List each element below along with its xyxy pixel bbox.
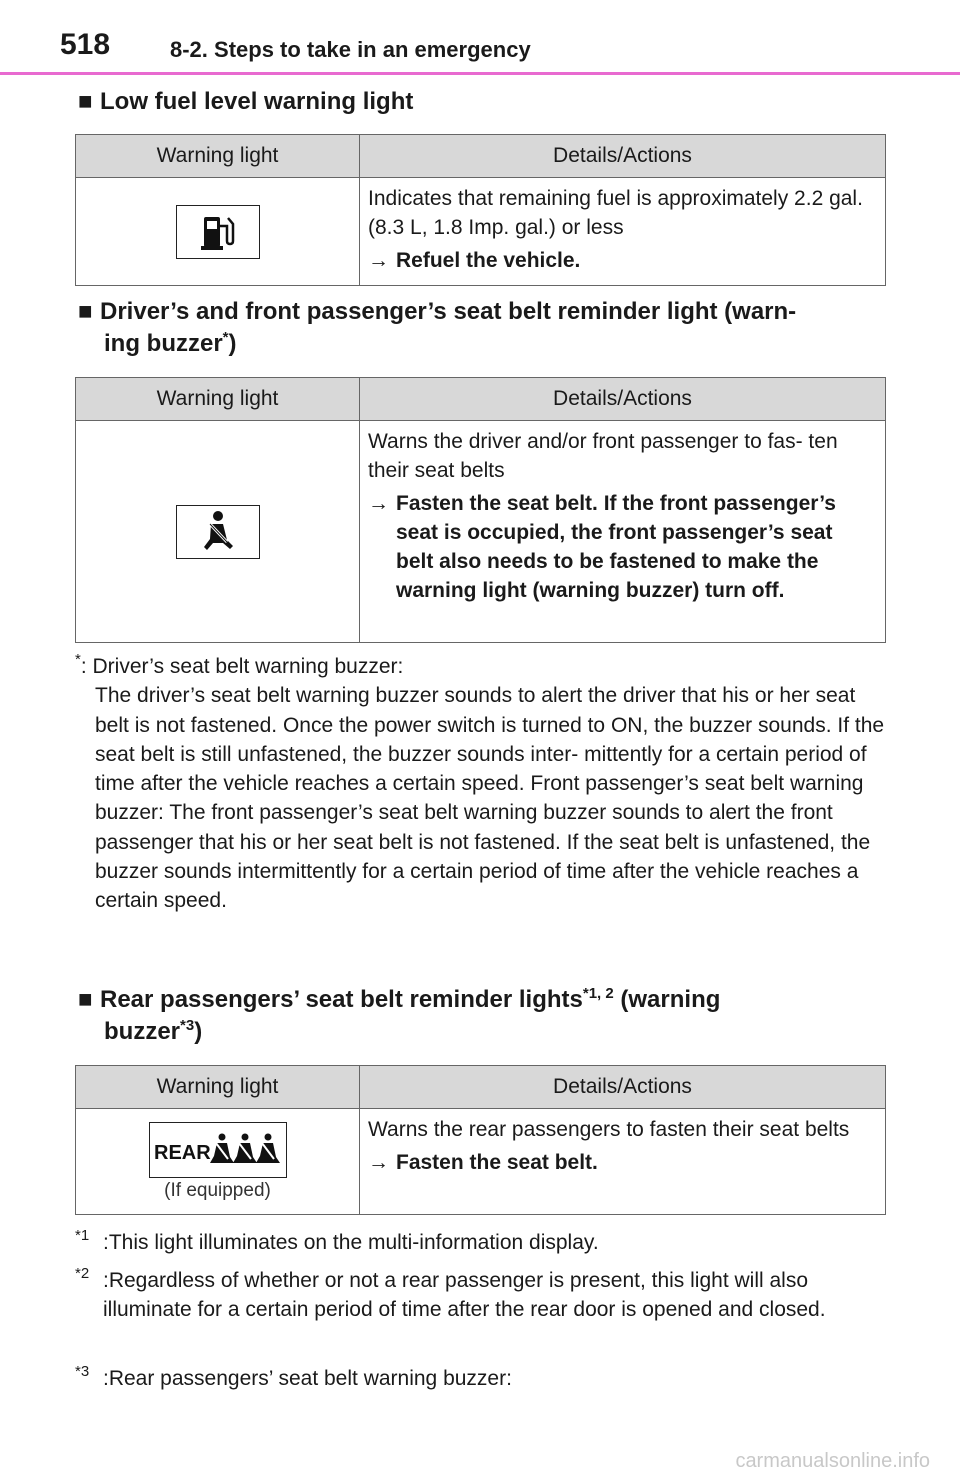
front-seat-belt-table: [75, 377, 886, 643]
footnote-text: :Rear passengers’ seat belt warning buzzer:: [103, 1367, 512, 1390]
col-header-warning-light: Warning light: [76, 1066, 360, 1109]
col-header-warning-light: Warning light: [76, 378, 360, 421]
fuel-pump-icon: [176, 205, 260, 259]
footnote-text: :Regardless of whether or not a rear passenger is present, this light will also illuminate for a certain period of time after the rear door is opened and closed.: [103, 1269, 826, 1322]
footnote-mark: *2: [75, 1265, 90, 1282]
section-heading-front-seat-belt: [78, 296, 796, 360]
page-number: 518: [60, 28, 111, 61]
action-text: Fasten the seat belt. If the front passenger’s seat is occupied, the front passenger’s seat belt also needs to be fastened to make the warning light (warning buzzer) turn off.: [396, 492, 836, 602]
section-title-part1: Rear passengers’ seat belt reminder lights: [100, 986, 583, 1013]
section-title-part2: (warning: [613, 986, 721, 1013]
col-header-details: Details/Actions: [360, 1066, 886, 1109]
rear-seat-belt-icon: [149, 1122, 287, 1178]
footnote-3: [75, 1364, 895, 1393]
watermark: carmanualsonline.info: [735, 1450, 930, 1472]
footnote-1: [75, 1228, 895, 1257]
page-header: [0, 0, 960, 76]
icon-caption: (If equipped): [164, 1179, 271, 1201]
footnote-2: [75, 1266, 895, 1325]
warning-light-cell: [76, 421, 360, 643]
action-text: Fasten the seat belt.: [396, 1151, 598, 1174]
rear-icon-text: REAR: [153, 1141, 211, 1164]
arrow-icon: →: [368, 249, 389, 272]
section-title: Low fuel level warning light: [100, 88, 414, 115]
action-text: Refuel the vehicle.: [396, 249, 581, 272]
note-heading: : Driver’s seat belt warning buzzer:: [80, 655, 404, 678]
details-cell: [360, 421, 886, 643]
low-fuel-table: [75, 134, 886, 286]
details-text: Warns the driver and/or front passenger to fas- ten their seat belts: [368, 430, 838, 482]
square-bullet-icon: ■: [78, 88, 93, 115]
action-item: [368, 1148, 875, 1177]
footnote-ref: *1, 2: [582, 985, 614, 1002]
col-header-details: Details/Actions: [360, 378, 886, 421]
note-body: The driver’s seat belt warning buzzer sounds to alert the driver that his or her seat belt is not fastened. Once the power switch is turned to ON, the buzzer sounds. If the seat belt is still unfastened, the buzzer sounds inter- mittently for a certain period of time after the vehicle reaches a certain speed. Front passenger’s seat belt warning buzzer: The front passenger’s seat belt warning buzzer sounds to alert the front passenger that his or her seat belt is not fastened. If the seat belt is unfastened, the buzzer sounds intermittently for a certain period of time after the vehicle reaches a certain speed.: [95, 684, 885, 913]
footnote-mark: *: [75, 651, 81, 668]
footnote-mark: *1: [75, 1227, 90, 1244]
section-title-line2: ing buzzer: [104, 330, 223, 357]
square-bullet-icon: ■: [78, 986, 93, 1013]
footnote-ref: *: [222, 329, 229, 346]
arrow-icon: →: [368, 492, 389, 515]
section-title-line2: buzzer: [104, 1018, 181, 1045]
section-heading-rear-seat-belt: [78, 984, 720, 1048]
details-text: Indicates that remaining fuel is approximately 2.2 gal. (8.3 L, 1.8 Imp. gal.) or less: [368, 187, 863, 239]
action-item: [368, 489, 875, 605]
arrow-icon: →: [368, 1151, 389, 1174]
details-cell: [360, 178, 886, 286]
section-title-end: ): [194, 1018, 203, 1045]
seat-belt-icon: [176, 505, 260, 559]
action-item: [368, 246, 875, 275]
square-bullet-icon: ■: [78, 298, 93, 325]
rear-seat-belt-table: [75, 1065, 886, 1215]
footnote-mark: *3: [75, 1363, 90, 1380]
buzzer-note: [75, 652, 885, 916]
warning-light-cell: [76, 1109, 360, 1215]
section-title-line1: Driver’s and front passenger’s seat belt reminder light (warn-: [100, 298, 797, 325]
col-header-warning-light: Warning light: [76, 135, 360, 178]
warning-light-cell: [76, 178, 360, 286]
details-cell: [360, 1109, 886, 1215]
col-header-details: Details/Actions: [360, 135, 886, 178]
chapter-title: 8-2. Steps to take in an emergency: [170, 37, 531, 62]
footnote-text: :This light illuminates on the multi-information display.: [103, 1231, 599, 1254]
footnote-ref: *3: [180, 1017, 195, 1034]
header-divider: [0, 72, 960, 75]
details-text: Warns the rear passengers to fasten their seat belts: [368, 1118, 850, 1141]
section-title-end: ): [228, 330, 237, 357]
section-heading-low-fuel: [78, 86, 413, 118]
